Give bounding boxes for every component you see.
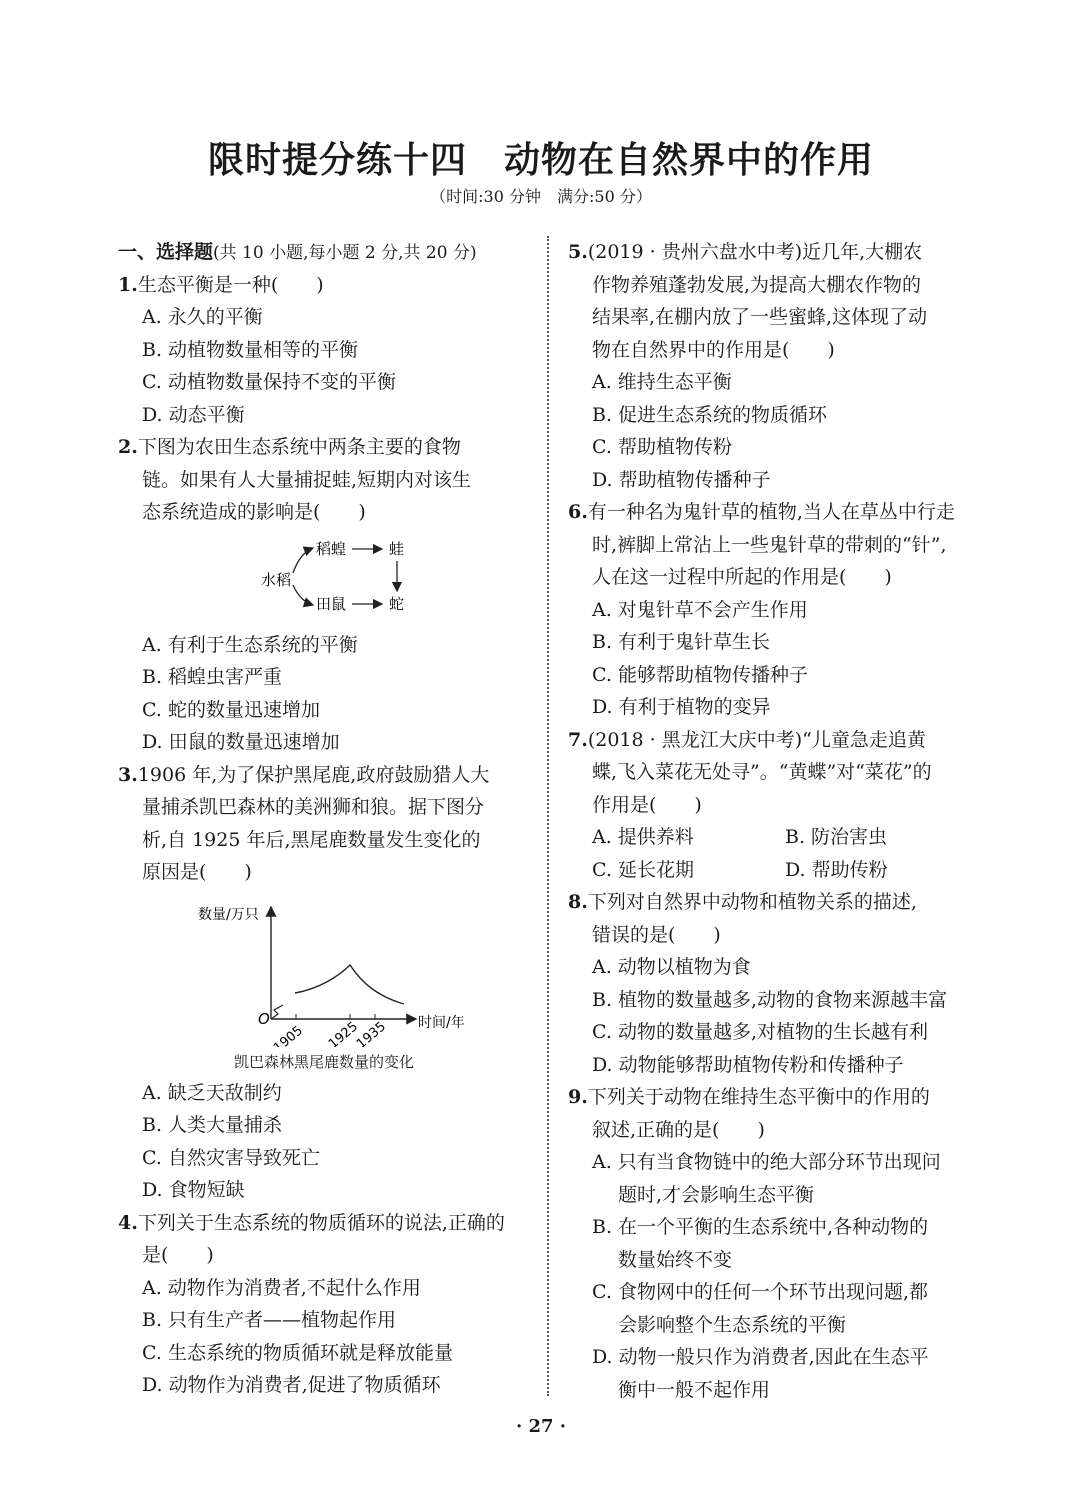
section-heading	[118, 236, 530, 269]
question-stem-line: 人在这一过程中所起的作用是( )	[592, 566, 892, 588]
arrow-rice-locust	[293, 548, 313, 573]
question-stem-line: 作用是( )	[592, 793, 702, 816]
option-c: C. 动植物数量保持不变的平衡	[142, 371, 396, 393]
option-c: C. 帮助植物传粉	[592, 436, 732, 458]
population-curve	[295, 965, 404, 1004]
option-c: C. 蛇的数量迅速增加	[142, 698, 320, 721]
option-d: D. 动物作为消费者,促进了物质循环	[142, 1374, 441, 1396]
option-d-cont: 衡中一般不起作用	[618, 1378, 771, 1401]
node-locust: 稻蝗	[316, 539, 347, 558]
node-snake: 蛇	[389, 594, 405, 613]
option-b: B. 只有生产者——植物起作用	[142, 1309, 397, 1331]
column-divider	[547, 236, 549, 1396]
question-1	[118, 269, 530, 432]
option-b: B. 促进生态系统的物质循环	[592, 403, 828, 426]
option-d: D. 食物短缺	[142, 1179, 245, 1201]
option-a: A. 只有当食物链中的绝大部分环节出现问	[592, 1151, 941, 1173]
question-number: 9.	[568, 1086, 588, 1108]
question-stem-line: 时,裤脚上常沾上一些鬼针草的带刺的“针”,	[592, 533, 947, 556]
node-frog: 蛙	[389, 539, 405, 558]
question-stem-line: 下列关于动物在维持生态平衡中的作用的	[587, 1086, 930, 1108]
option-b-cont: 数量始终不变	[618, 1248, 733, 1271]
option-c: C. 延长花期	[592, 858, 694, 881]
option-a: A. 动物作为消费者,不起什么作用	[142, 1276, 421, 1299]
option-b: B. 动植物数量相等的平衡	[142, 338, 359, 361]
question-stem-line: 链。如果有人大量捕捉蛙,短期内对该生	[142, 468, 472, 491]
question-number: 5.	[568, 241, 588, 263]
question-stem-line: 态系统造成的影响是( )	[142, 501, 366, 523]
option-d: D. 动态平衡	[142, 403, 245, 426]
section-label: 一、选择题	[118, 241, 214, 263]
option-a: A. 缺乏天敌制约	[142, 1081, 282, 1104]
y-axis-label: 数量/万只	[198, 906, 259, 923]
question-number: 3.	[118, 763, 138, 786]
question-stem-line: 下列关于生态系统的物质循环的说法,正确的	[137, 1211, 505, 1234]
question-stem-line: 蝶,飞入菜花无处寻”。“黄蝶”对“菜花”的	[592, 761, 932, 783]
deer-population-svg	[118, 889, 530, 1047]
question-9	[568, 1081, 978, 1406]
option-c: C. 能够帮助植物传播种子	[592, 663, 808, 686]
option-d: D. 田鼠的数量迅速增加	[142, 731, 340, 753]
page-subtitle: （时间:30 分钟 满分:50 分）	[430, 187, 652, 206]
option-c: C. 生态系统的物质循环就是释放能量	[142, 1341, 453, 1364]
option-row	[568, 854, 978, 887]
question-number: 7.	[568, 728, 588, 751]
question-stem-line: 作物养殖蓬勃发展,为提高大棚农作物的	[592, 273, 922, 296]
option-a: A. 维持生态平衡	[592, 371, 732, 393]
node-field-mouse: 田鼠	[316, 594, 347, 613]
question-stem-line: 原因是( )	[142, 861, 252, 883]
question-number: 4.	[118, 1211, 138, 1234]
option-b: B. 稻蝗虫害严重	[142, 666, 283, 688]
option-d: D. 帮助传粉	[785, 858, 888, 881]
option-a: A. 对鬼针草不会产生作用	[592, 598, 808, 621]
option-c: C. 自然灾害导致死亡	[142, 1146, 320, 1169]
deer-population-figure	[118, 889, 530, 1047]
question-number: 2.	[118, 436, 138, 458]
page-title: 限时提分练十四 动物在自然界中的作用	[207, 140, 874, 181]
option-c-cont: 会影响整个生态系统的平衡	[618, 1313, 847, 1336]
option-a: A. 永久的平衡	[142, 306, 263, 328]
option-b: B. 人类大量捕杀	[142, 1114, 283, 1136]
option-a: A. 动物以植物为食	[592, 956, 751, 978]
question-stem-line: 下列对自然界中动物和植物关系的描述,	[587, 891, 917, 913]
option-d: D. 有利于植物的变异	[592, 696, 771, 718]
question-stem: 生态平衡是一种( )	[137, 273, 324, 296]
question-stem-line: 1906 年,为了保护黑尾鹿,政府鼓励猎人大	[137, 763, 490, 786]
question-stem-line: 是( )	[142, 1244, 214, 1266]
food-chain-svg	[118, 529, 530, 629]
option-d: D. 动物一般只作为消费者,因此在生态平	[592, 1346, 929, 1368]
x-axis-label: 时间/年	[418, 1014, 465, 1031]
option-d: D. 帮助植物传播种子	[592, 468, 771, 491]
figure-caption: 凯巴森林黑尾鹿数量的变化	[233, 1052, 414, 1071]
question-3	[118, 759, 530, 1207]
arrow-rice-mouse	[293, 585, 313, 605]
option-c: C. 动物的数量越多,对植物的生长越有利	[592, 1021, 928, 1043]
question-stem-line: 物在自然界中的作用是( )	[592, 338, 835, 361]
option-c: C. 食物网中的任何一个环节出现问题,都	[592, 1281, 928, 1303]
question-number: 6.	[568, 501, 588, 523]
right-column	[568, 236, 978, 1406]
question-stem-line: (2018 · 黑龙江大庆中考)“儿童急走追黄	[587, 728, 926, 751]
question-number: 1.	[118, 273, 138, 296]
question-4	[118, 1207, 530, 1402]
node-rice: 水稻	[261, 570, 292, 589]
origin-label: O	[258, 1009, 270, 1028]
axis-break	[271, 1005, 283, 1019]
option-d: D. 动物能够帮助植物传粉和传播种子	[592, 1053, 904, 1076]
svg-text:1935: 1935	[353, 1018, 389, 1047]
question-stem-line: 叙述,正确的是( )	[592, 1118, 765, 1141]
question-stem-line: 有一种名为鬼针草的植物,当人在草丛中行走	[587, 501, 955, 523]
option-b: B. 植物的数量越多,动物的食物来源越丰富	[592, 988, 948, 1011]
question-5	[568, 236, 978, 496]
option-a-cont: 题时,才会影响生态平衡	[618, 1183, 815, 1206]
left-column	[118, 236, 530, 1402]
question-7	[568, 724, 978, 887]
option-row	[568, 821, 978, 854]
question-8	[568, 886, 978, 1081]
option-b: B. 在一个平衡的生态系统中,各种动物的	[592, 1216, 929, 1238]
page-number: · 27 ·	[515, 1416, 567, 1437]
question-number: 8.	[568, 891, 588, 913]
question-stem-line: 结果率,在棚内放了一些蜜蜂,这体现了动	[592, 306, 928, 328]
question-stem-line: 量捕杀凯巴森林的美洲狮和狼。据下图分	[142, 796, 485, 818]
question-stem-line: 下图为农田生态系统中两条主要的食物	[137, 436, 461, 458]
question-stem-line: (2019 · 贵州六盘水中考)近几年,大棚农	[587, 241, 923, 263]
food-chain-diagram	[118, 529, 530, 629]
option-a: A. 有利于生态系统的平衡	[142, 633, 358, 656]
question-6	[568, 496, 978, 724]
question-2	[118, 431, 530, 759]
svg-text:1905: 1905	[270, 1022, 306, 1047]
question-stem-line: 析,自 1925 年后,黑尾鹿数量发生变化的	[142, 828, 481, 851]
option-a: A. 提供养料	[592, 826, 694, 848]
option-b: B. 有利于鬼针草生长	[592, 631, 771, 653]
svg-text:1925: 1925	[325, 1018, 361, 1047]
option-b: B. 防治害虫	[785, 826, 888, 848]
section-note: (共 10 小题,每小题 2 分,共 20 分)	[213, 243, 477, 263]
question-stem-line: 错误的是( )	[592, 923, 721, 946]
